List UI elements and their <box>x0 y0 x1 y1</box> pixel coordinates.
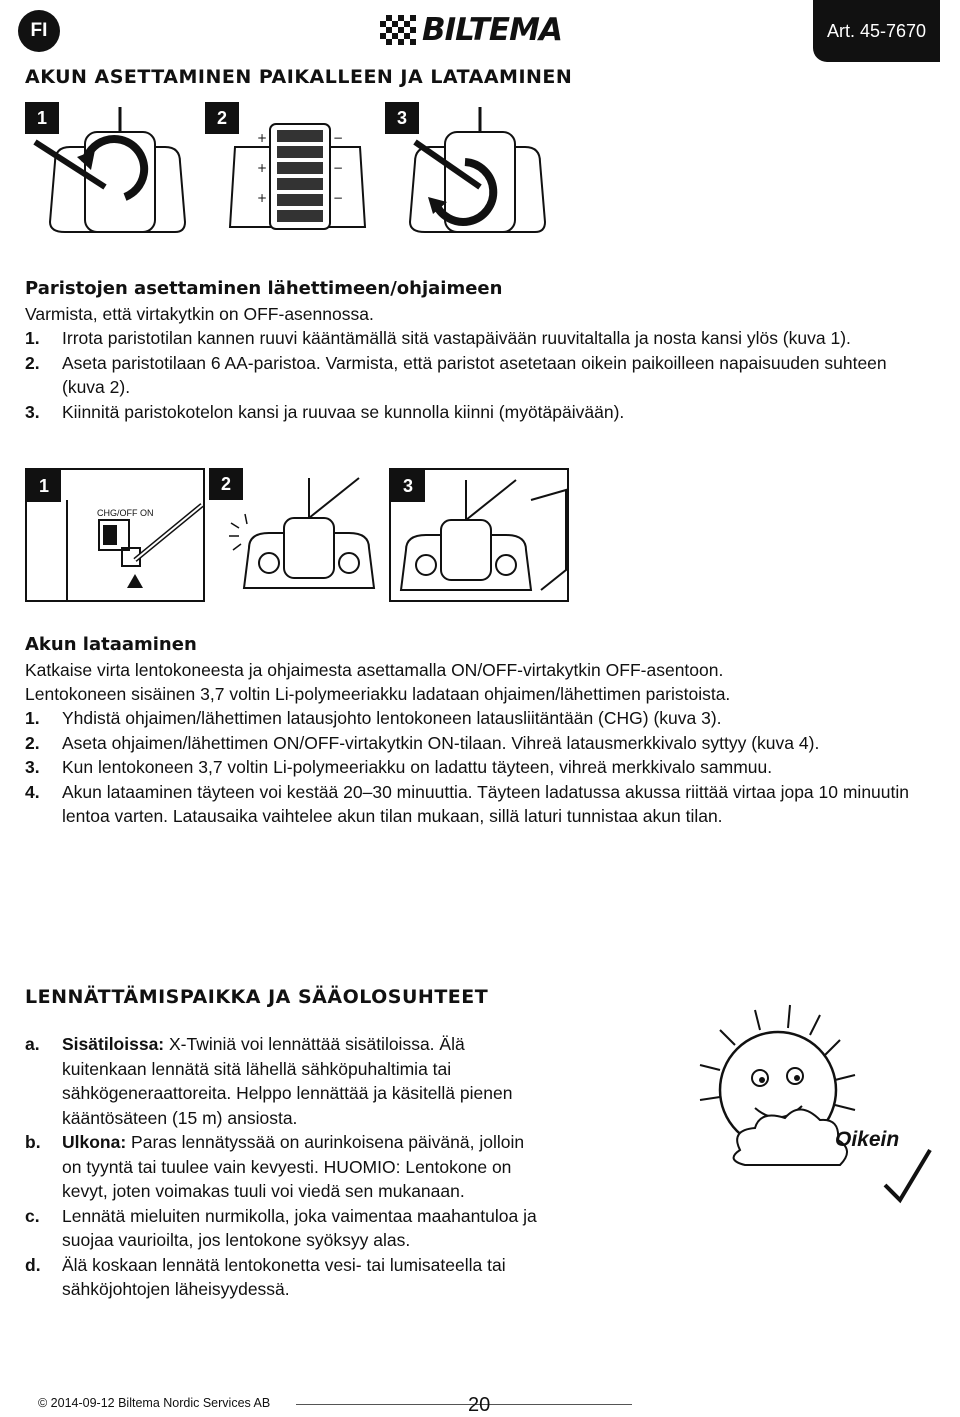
transmitter-screwdriver-illustration <box>385 102 561 256</box>
figure-3-close-cover <box>385 102 561 256</box>
correct-label: Oikein <box>835 1128 900 1151</box>
switch-label: CHG/OFF ON <box>97 508 154 518</box>
svg-text:−: − <box>333 191 344 205</box>
charging-intro-1: Katkaise virta lentokoneesta ja ohjaimesta asettamalla ON/OFF-virtakytkin OFF-asentoon. <box>25 660 724 680</box>
list-item: d. Älä koskaan lennätä lentokonetta vesi- tai lumisateella tai sähköjohtojen läheisyydessä. <box>25 1254 506 1299</box>
brand-name: BILTEMA <box>422 12 562 48</box>
battery-figures <box>25 102 561 256</box>
list-item: 3. Kiinnitä paristokotelon kansi ja ruuvaa se kunnolla kiinni (myötäpäivään). <box>25 401 625 422</box>
power-switch-illustration <box>27 470 203 600</box>
list-item: c. Lennätä mieluiten nurmikolla, joka vaimentaa maahantuloa ja suojaa vaurioilta, jos lentokone syöksyy alas. <box>25 1205 537 1250</box>
list-item: 4. Akun lataaminen täyteen voi kestää 20–30 minuuttia. Täyteen ladatussa akussa riittää virtaa jopa 10 minuutin lentoa varten. Latausaika vaihtelee akun tilan mukaan, sillä laturi tunnistaa akun tilan. <box>25 781 909 826</box>
charging-figures <box>25 468 569 602</box>
figure-number: 3 <box>391 470 425 502</box>
figure-number: 2 <box>209 468 243 500</box>
svg-text:−: − <box>333 161 344 175</box>
figure-2-connect-cable <box>209 468 385 598</box>
language-badge: FI <box>18 10 60 52</box>
brand-logo <box>380 12 562 48</box>
list-item: 3. Kun lentokoneen 3,7 voltin Li-polymeeriakku on ladattu täyteen, vihreä merkkivalo sammuu. <box>25 757 773 777</box>
section-title-flying-conditions: LENNÄTTÄMISPAIKKA JA SÄÄOLOSUHTEET <box>25 986 489 1008</box>
svg-text:+: + <box>257 191 268 205</box>
sun-icon <box>660 1000 940 1210</box>
subtitle-charging: Akun lataaminen <box>25 634 197 655</box>
section-title-battery: AKUN ASETTAMINEN PAIKALLEEN JA LATAAMINEN <box>25 66 573 88</box>
svg-text:+: + <box>257 131 268 145</box>
footer-divider <box>296 1404 632 1405</box>
figure-number: 1 <box>27 470 61 502</box>
figure-number: 3 <box>385 102 419 134</box>
figure-number: 2 <box>205 102 239 134</box>
figure-number: 1 <box>25 102 59 134</box>
list-item: 1. Yhdistä ohjaimen/lähettimen latausjohto lentokoneen latausliitäntään (CHG) (kuva 3). <box>25 708 722 728</box>
charging-intro-2: Lentokoneen sisäinen 3,7 voltin Li-polymeeriakku ladataan ohjaimen/lähettimen paristoista. <box>25 684 731 704</box>
article-number: Art. 45-7670 <box>813 0 940 62</box>
svg-text:+: + <box>257 161 268 175</box>
page-header <box>0 0 960 62</box>
svg-text:−: − <box>333 131 344 145</box>
battery-compartment-illustration <box>205 102 381 256</box>
transmitter-screwdriver-illustration <box>25 102 201 256</box>
controller-charging-illustration <box>391 470 567 600</box>
intro-text: Varmista, että virtakytkin on OFF-asennossa. <box>25 304 374 324</box>
list-item: 1. Irrota paristotilan kannen ruuvi kääntämällä sitä vastapäivään ruuvitaltalla ja nosta kansi ylös (kuva 1). <box>25 328 851 348</box>
list-item: 2. Aseta paristotilaan 6 AA-paristoa. Varmista, että paristot asetetaan oikein paikoilleen napaisuuden suhteen (kuva 2). <box>25 352 887 397</box>
sunny-weather-illustration <box>660 1000 940 1210</box>
charging-steps <box>25 706 915 829</box>
list-item: b. Ulkona: Paras lennätyssää on aurinkoisena päivänä, jolloin on tyyntä tai tuulee vain kevyesti. HUOMIO: Lentokone on kevyt, joten voimakas tuuli voi viedä sen mukanaan. <box>25 1132 525 1201</box>
figure-3-charging <box>389 468 569 602</box>
checker-flag-icon <box>380 15 416 45</box>
controller-charging-illustration <box>209 468 385 598</box>
page-number: 20 <box>468 1394 491 1416</box>
figure-2-insert-batteries <box>205 102 381 256</box>
subtitle-insert-batteries: Paristojen asettaminen lähettimeen/ohjaimeen <box>25 278 503 299</box>
copyright: © 2014-09-12 Biltema Nordic Services AB <box>38 1396 271 1410</box>
flying-conditions-list <box>25 1032 545 1302</box>
list-item: 2. Aseta ohjaimen/lähettimen ON/OFF-virtakytkin ON-tilaan. Vihreä latausmerkkivalo syttyy (kuva 4). <box>25 732 820 753</box>
battery-steps <box>25 326 905 424</box>
figure-1-switch <box>25 468 205 602</box>
list-item: a. Sisätiloissa: X-Twiniä voi lennättää sisätiloissa. Älä kuitenkaan lennätä sitä lähellä sähköpuhaltimia tai sähkögeneraattoreita. Helppo lennättää ja käsitellä pienen kääntösäteen (15 m) ansiosta. <box>25 1034 513 1128</box>
figure-1-open-cover <box>25 102 201 256</box>
